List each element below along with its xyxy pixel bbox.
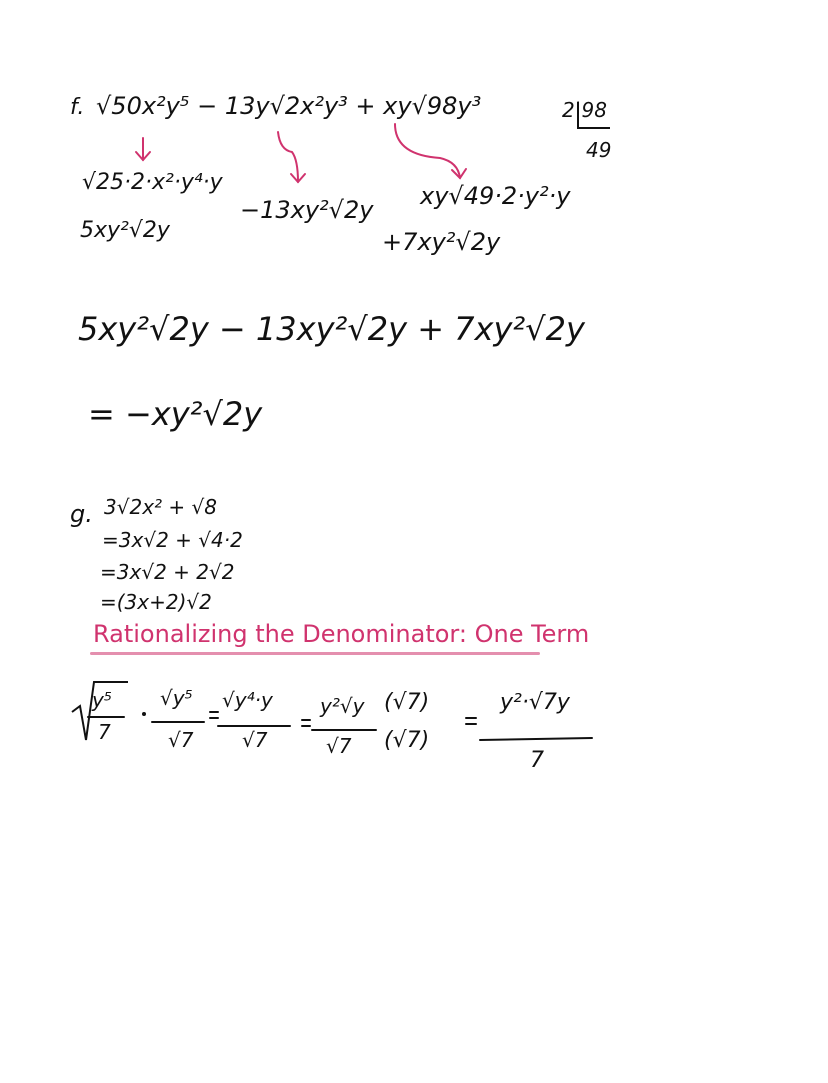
side-calc-bottom: 49 bbox=[586, 138, 612, 162]
step1-term3: xy√49·2·y²·y bbox=[420, 182, 571, 210]
problem-g-line-2: =3x√2 + √4·2 bbox=[102, 528, 243, 552]
problem-g-line-1: 3√2x² + √8 bbox=[104, 495, 217, 519]
equals-sign-3 bbox=[466, 718, 476, 724]
equals-sign-1 bbox=[210, 712, 218, 718]
rat-step3-den: √7 bbox=[242, 728, 268, 752]
rat-step2-num: √y⁵ bbox=[160, 686, 193, 710]
section-heading: Rationalizing the Denominator: One Term bbox=[93, 620, 590, 648]
problem-g-line-3: =3x√2 + 2√2 bbox=[100, 560, 235, 584]
rat-result-den: 7 bbox=[530, 748, 544, 773]
combined-expression: 5xy²√2y − 13xy²√2y + 7xy²√2y bbox=[78, 310, 585, 348]
rat-mult-num: (√7) bbox=[384, 690, 430, 715]
rat-step4-num: y²√y bbox=[320, 694, 365, 718]
multiply-dot bbox=[142, 712, 146, 716]
rat-step1-num: y⁵ bbox=[92, 688, 112, 712]
fraction-bar-5 bbox=[480, 738, 592, 740]
rat-step2-den: √7 bbox=[168, 728, 194, 752]
problem-f-label: f. bbox=[70, 95, 85, 120]
step1-term1: √25·2·x²·y⁴·y bbox=[82, 170, 223, 195]
side-calc-bracket bbox=[578, 102, 610, 128]
arrow-icon-3 bbox=[395, 124, 466, 178]
problem-f-result: = −xy²√2y bbox=[88, 395, 263, 433]
rat-step1-den: 7 bbox=[98, 720, 111, 744]
problem-g-line-4: =(3x+2)√2 bbox=[100, 590, 212, 614]
equals-sign-2 bbox=[302, 720, 310, 726]
step1-term1-simplified: 5xy²√2y bbox=[80, 218, 170, 243]
radical-sign bbox=[72, 682, 128, 740]
problem-f-expression: √50x²y⁵ − 13y√2x²y³ + xy√98y³ bbox=[96, 92, 482, 120]
problem-g-label: g. bbox=[70, 500, 93, 528]
arrow-icon-2 bbox=[278, 132, 305, 182]
rat-step3-num: √y⁴·y bbox=[222, 688, 273, 712]
step1-term2: −13xy²√2y bbox=[240, 196, 374, 224]
rat-result-num: y²·√7y bbox=[500, 690, 570, 715]
arrow-icon-1 bbox=[136, 138, 150, 160]
side-calc-top: 2|98 bbox=[562, 98, 607, 122]
step1-term3-simplified: +7xy²√2y bbox=[382, 228, 501, 256]
rat-step4-den: √7 bbox=[326, 734, 352, 758]
rat-mult-den: (√7) bbox=[384, 728, 430, 753]
